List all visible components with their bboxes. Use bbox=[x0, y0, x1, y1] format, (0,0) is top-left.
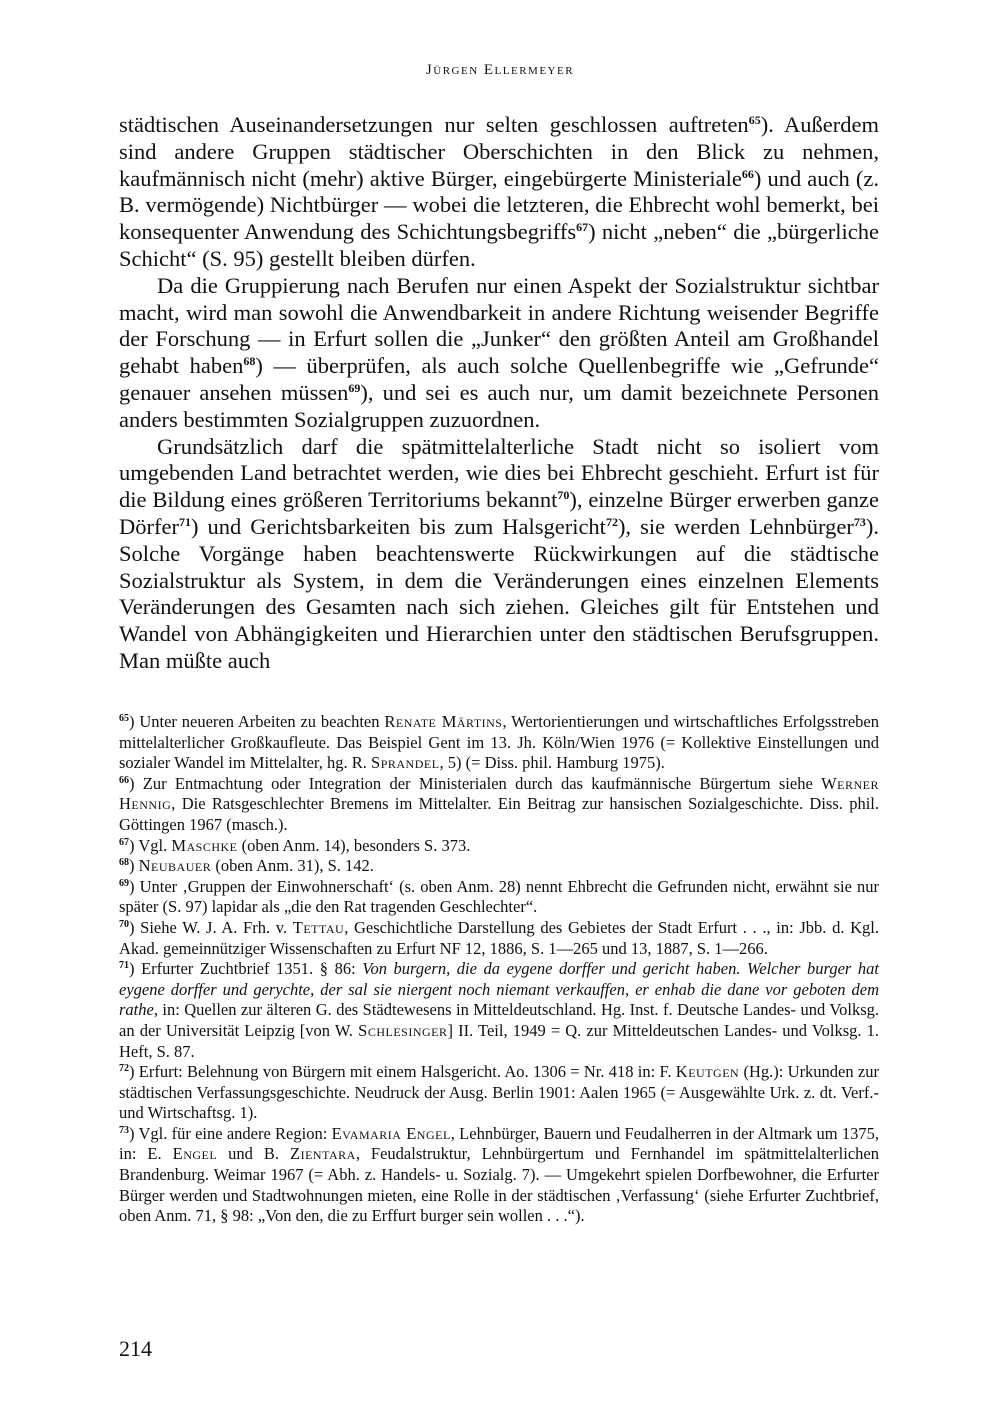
author-name: Neubauer bbox=[138, 856, 212, 876]
text-run: ) Vgl. für eine andere Region: bbox=[129, 1123, 332, 1143]
footnote-ref: 67 bbox=[119, 836, 129, 848]
footnote-ref: 71 bbox=[119, 960, 129, 972]
footnote-ref: 68 bbox=[119, 857, 129, 869]
author-name: Engel bbox=[172, 1144, 218, 1164]
text-run: städtischen Auseinandersetzungen nur selten geschlossen auftreten bbox=[119, 112, 749, 137]
text-run: und B. bbox=[217, 1144, 291, 1164]
quoted-source: Von burgern, die da eygene dorffer und gericht haben. Welcher burger hat eygene dorffer und gerychte, der sal sie niergent noch niemant verkauffen, er enhab die dane vor geboten dem rathe bbox=[119, 959, 879, 1020]
running-header: Jürgen Ellermeyer bbox=[425, 62, 575, 78]
text-run: ) und auch (z. B. vermögende) Nichtbürger — wobei die letzteren, die Ehbrecht wohl bemerkt, bei konsequenter Anwendung des Schichtungsbegriffs bbox=[119, 165, 879, 245]
text-run: , Geschichtliche Darstellung des Gebietes der Stadt Erfurt . . ., in: Jbb. d. Kgl. Akad. gemeinnütziger Wissenschaften zu Erfurt NF 12, 1886, S. 1—265 und 13, 1887, S. 1—266. bbox=[119, 917, 879, 958]
footnote bbox=[119, 959, 879, 1062]
footnote-ref: 70 bbox=[119, 918, 129, 930]
text-run: ) Zur Entmachtung oder Integration der Ministerialen durch das kaufmännische Bürgertum siehe bbox=[129, 773, 822, 793]
author-name: Werner Hennig bbox=[119, 773, 879, 814]
author-name: Maschke bbox=[171, 835, 238, 855]
footnote-ref: 65 bbox=[119, 713, 129, 724]
footnote-ref: 72 bbox=[119, 1063, 129, 1075]
footnote-ref: 71 bbox=[178, 514, 191, 529]
text-run: Da die Gruppierung nach Berufen nur einen Aspekt der Sozialstruktur sichtbar macht, wird man sowohl die Anwendbarkeit in andere Richtung weisender Begriffe der Forschung — in Erfurt sollen die „Junker“ den größten Anteil am Großhandel gehabt haben bbox=[119, 272, 879, 379]
text-run: ), einzelne Bürger erwerben ganze Dörfer bbox=[119, 487, 880, 539]
text-run: ) nicht „neben“ die „bürgerliche Schicht“ (S. 95) gestellt bleiben dürfen. bbox=[119, 219, 879, 271]
author-name: Sprandel bbox=[371, 753, 440, 773]
text-run: , Die Ratsgeschlechter Bremens im Mittelalter. Ein Beitrag zur hansischen Sozialgeschichte. Diss. phil. Göttingen 1967 (masch.). bbox=[119, 794, 879, 834]
text-run: ) bbox=[129, 856, 139, 876]
footnote-ref: 67 bbox=[576, 220, 589, 235]
footnote bbox=[119, 877, 879, 918]
text-run: ). Außerdem sind andere Gruppen städtischer Oberschichten in den Blick zu nehmen, kaufmännisch nicht (mehr) aktive Bürger, eingebürgerte Ministeriale bbox=[119, 112, 880, 191]
footnote-ref: 66 bbox=[741, 166, 754, 181]
footnote-ref: 66 bbox=[119, 774, 129, 786]
text-run: (Hg.): Urkunden zur städtischen Verfassungsgeschichte. Neudruck der Ausg. Berlin 1901: Aalen 1965 (= Ausgewählte Urk. z. dt. Verf.- und Wirtschaftsg. 1). bbox=[119, 1062, 879, 1123]
text-run: ) Vgl. bbox=[129, 835, 172, 855]
text-run: ). Solche Vorgänge haben beachtenswerte Rückwirkungen auf die städtische Sozialstruktur als System, in dem die Veränderungen eines einzelnen Elements Veränderungen des Gesamten nach sich ziehen. Gleiches gilt für Entstehen und Wandel von Abhängigkeiten und Hierarchien unter den städtischen Berufsgruppen. Man müßte auch bbox=[119, 513, 879, 673]
footnote-ref: 69 bbox=[119, 877, 129, 889]
text-run: , Lehnbürger, Bauern und Feudalherren in der Altmark um 1375, in: E. bbox=[119, 1123, 880, 1164]
author-name: Renate Märtins bbox=[384, 712, 503, 731]
footnote bbox=[119, 856, 879, 877]
footnote-ref: 69 bbox=[348, 380, 361, 395]
author-name: Zientara bbox=[290, 1144, 356, 1164]
author-name: Schlesinger bbox=[358, 1020, 448, 1040]
paragraph bbox=[119, 112, 879, 273]
main-text bbox=[119, 112, 879, 675]
text-run: (oben Anm. 14), besonders S. 373. bbox=[237, 835, 471, 855]
footnotes bbox=[119, 712, 879, 1227]
text-run: (oben Anm. 31), S. 142. bbox=[211, 856, 374, 876]
text-run: ) Unter neueren Arbeiten zu beachten bbox=[129, 712, 385, 731]
author-name: Keutgen bbox=[675, 1062, 740, 1082]
author-name: Evamaria Engel bbox=[331, 1123, 451, 1143]
text-run: ] II. Teil, 1949 = Q. zur Mitteldeutschen Landes- und Volksg. 1. Heft, S. 87. bbox=[119, 1020, 879, 1061]
text-run: ) Erfurter Zuchtbrief 1351. § 86: bbox=[129, 959, 363, 979]
footnote bbox=[119, 918, 879, 959]
footnote bbox=[119, 836, 879, 857]
footnote bbox=[119, 712, 879, 774]
text-run: Grundsätzlich darf die spätmittelalterliche Stadt nicht so isoliert vom umgebenden Land betrachtet werden, wie dies bei Ehbrecht geschieht. Erfurt ist für die Bildung eines größeren Territoriums bekannt bbox=[119, 433, 879, 513]
text-run: ) Siehe W. J. A. Frh. v. bbox=[129, 917, 293, 937]
author-name: Tettau bbox=[292, 917, 345, 937]
text-run: ), und sei es auch nur, um damit bezeichnete Personen anders bestimmten Sozialgruppen zuzuordnen. bbox=[119, 379, 879, 432]
footnote-ref: 68 bbox=[243, 354, 256, 369]
footnote bbox=[119, 774, 879, 836]
text-run: ) — überprüfen, als auch solche Quellenbegriffe wie „Gefrunde“ genauer ansehen müssen bbox=[119, 353, 879, 405]
text-run: ), sie werden Lehnbürger bbox=[617, 513, 854, 539]
footnote-ref: 73 bbox=[853, 514, 866, 529]
footnote-ref: 70 bbox=[557, 488, 570, 503]
text-run: ) Erfurt: Belehnung von Bürgern mit einem Halsgericht. Ao. 1306 = Nr. 418 in: F. bbox=[129, 1062, 676, 1082]
page-number: 214 bbox=[119, 1336, 152, 1361]
footnote-ref: 73 bbox=[119, 1124, 129, 1136]
paragraph bbox=[119, 434, 879, 675]
text-run: , 5) (= Diss. phil. Hamburg 1975). bbox=[439, 753, 665, 773]
footnote bbox=[119, 1062, 879, 1124]
paragraph bbox=[119, 273, 879, 434]
footnote-ref: 72 bbox=[605, 514, 618, 529]
text-run: ) Unter ‚Gruppen der Einwohnerschaft‘ (s. oben Anm. 28) nennt Ehbrecht die Gefrunden nicht, erwähnt sie nur später (S. 97) lapidar als „die den Rat tragenden Geschlechter“. bbox=[119, 876, 879, 917]
text-run: , Wertorientierungen und wirtschaftliches Erfolgsstreben mittelalterlicher Großkaufleute. Das Beispiel Gent im 13. Jh. Köln/Wien 1976 (= Kollektive Einstellungen und sozialer Wandel im Mittelalter, hg. R. bbox=[119, 712, 879, 773]
text-run: ) und Gerichtsbarkeiten bis zum Halsgericht bbox=[190, 513, 606, 539]
footnote-ref: 65 bbox=[748, 113, 761, 127]
text-run: , in: Quellen zur älteren G. des Städtewesens in Mitteldeutschland. Hg. Inst. f. Deutsche Landes- und Volksg. an der Universität Leipzig [von W. bbox=[119, 1000, 879, 1040]
footnote bbox=[119, 1124, 879, 1227]
text-run: , Feudalstruktur, Lehnbürgertum und Fernhandel im spätmittelalterlichen Brandenburg. Weimar 1967 (= Abh. z. Handels- u. Sozialg. 7). — Umgekehrt spielen Dorfbewohner, die Erfurter Bürger werden und Stadtwohnungen mieten, eine Rolle in der städtischen ‚Verfassung‘ (siehe Erfurter Zuchtbrief, oben Anm. 71, § 98: „Von den, die zu Erffurt burger sein wollen . . .“). bbox=[119, 1144, 879, 1226]
